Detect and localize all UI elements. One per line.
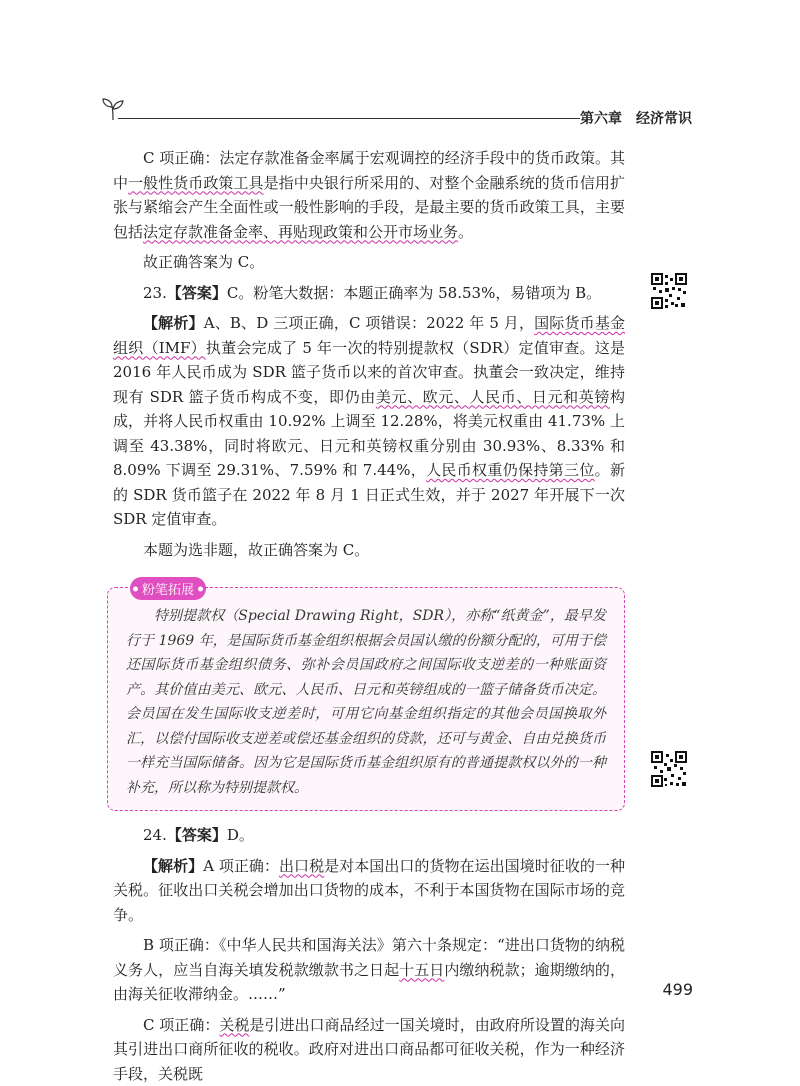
answer-text: D。 — [227, 826, 254, 844]
expand-box-text: 特别提款权（Special Drawing Right，SDR），亦称“纸黄金”，最早发行于 1969 年，是国际货币基金组织根据会员国认缴的份额分配的，可用于偿还国际货币基金组织债务、弥补会员国政府之间国际收支逆差的一种账面资产。其价值由美元、欧元、人民币、日元和英镑组成的一篮子储备货币决定。会员国在发生国际收支逆差时，可用它向基金组织指定的其他会员国换取外汇，以偿付国际收支逆差或偿还基金组织的贷款，还可与黄金、自由兑换货币一样充当国际储备。因为它是国际货币基金组织原有的普通提款权以外的一种补充，所以称为特别提款权。 — [126, 604, 606, 800]
answer-conclusion: 本题为选非题，故正确答案为 C。 — [113, 538, 625, 563]
qr-code-icon[interactable] — [651, 273, 687, 309]
underlined-term: 十五日 — [399, 961, 444, 979]
text-run: 是对本国出口的货物在运出国境时征收的一种关税。征收出口关税会增加出口货物的成本，不利于本国货物在国际市场的竞争。 — [113, 857, 625, 924]
answer-label: 【答案】 — [167, 826, 227, 844]
underlined-term: 出口税 — [279, 857, 324, 875]
text-run: C 项正确：法定存款准备金率属于宏观调控的经济手段中的货币政策。其中 — [113, 149, 625, 192]
text-run: A 项正确： — [203, 857, 279, 875]
chapter-number: 第六章 — [580, 111, 622, 127]
text-run: 构成，并将人民币权重由 10.92% 上调至 12.28%，将美元权重由 41.73% 上调至 43.38%，同时将欧元、日元和英镑权重分别由 30.93%、8.33% 和 8.09% 下调至 29.31%、7.59% 和 7.44%， — [113, 388, 625, 480]
answer-text: C。粉笔大数据：本题正确率为 58.53%，易错项为 B。 — [227, 284, 601, 302]
chapter-title: 经济常识 — [636, 111, 692, 127]
text-run: 。 — [458, 223, 473, 241]
underlined-term: 关税 — [219, 1016, 249, 1034]
paragraph-c-option — [113, 146, 625, 244]
text-run: 。新的 SDR 货币篮子在 2022 年 8 月 1 日正式生效，并于 2027 年开展下一次 SDR 定值审查。 — [113, 461, 625, 528]
question-23-answer — [113, 281, 625, 306]
expand-box-tag: 粉笔拓展 — [130, 577, 206, 600]
question-24-answer — [113, 823, 625, 848]
underlined-term: 一般性货币政策工具 — [128, 174, 264, 192]
underlined-term: 法定存款准备金率、再贴现政策和公开市场业务 — [143, 223, 458, 241]
page-number: 499 — [662, 980, 693, 999]
text-run: A、B、D 三项正确，C 项错误：2022 年 5 月， — [204, 314, 534, 332]
chapter-header — [580, 108, 692, 128]
answer-conclusion: 故正确答案为 C。 — [113, 250, 625, 275]
text-run: 是引进出口商品经过一国关境时，由政府所设置的海关向其引进出口商所征收的税收。政府对进出口商品都可征收关税，作为一种经济手段，关税既 — [113, 1016, 625, 1083]
question-number: 24. — [143, 826, 167, 844]
text-run: C 项正确： — [143, 1016, 219, 1034]
question-number: 23. — [143, 284, 167, 302]
underlined-term: 美元、欧元、人民币、日元和英镑 — [376, 388, 610, 406]
qr-code-icon[interactable] — [651, 751, 687, 787]
text-run: 执董会完成了 5 年一次的特别提款权（SDR）定值审查。这是 2016 年人民币成为 SDR 篮子货币以来的首次审查。执董会一致决定，维持现有 SDR 篮子货币构成不变，即仍由 — [113, 339, 625, 406]
header-rule — [118, 118, 580, 119]
answer-label: 【答案】 — [167, 284, 227, 302]
question-23-analysis — [113, 311, 625, 532]
text-run: 内缴纳税款；逾期缴纳的，由海关征收滞纳金。……” — [113, 961, 625, 1004]
expand-box — [107, 587, 625, 811]
underlined-term: 人民币权重仍保持第三位 — [426, 461, 595, 479]
main-content — [113, 146, 625, 1086]
analysis-label: 【解析】 — [143, 857, 203, 875]
question-24-analysis-c — [113, 1013, 625, 1086]
question-24-analysis-a — [113, 854, 625, 928]
text-run: 是指中央银行所采用的、对整个金融系统的货币信用扩张与紧缩会产生全面性或一般性影响的手段，是最主要的货币政策工具，主要包括 — [113, 174, 625, 241]
question-24-analysis-b — [113, 933, 625, 1007]
text-run: B 项正确：《中华人民共和国海关法》第六十条规定：“进出口货物的纳税义务人，应当自海关填发税款缴款书之日起 — [113, 936, 625, 979]
analysis-label: 【解析】 — [143, 314, 204, 332]
underlined-term: 国际货币基金组织（IMF） — [113, 314, 625, 357]
